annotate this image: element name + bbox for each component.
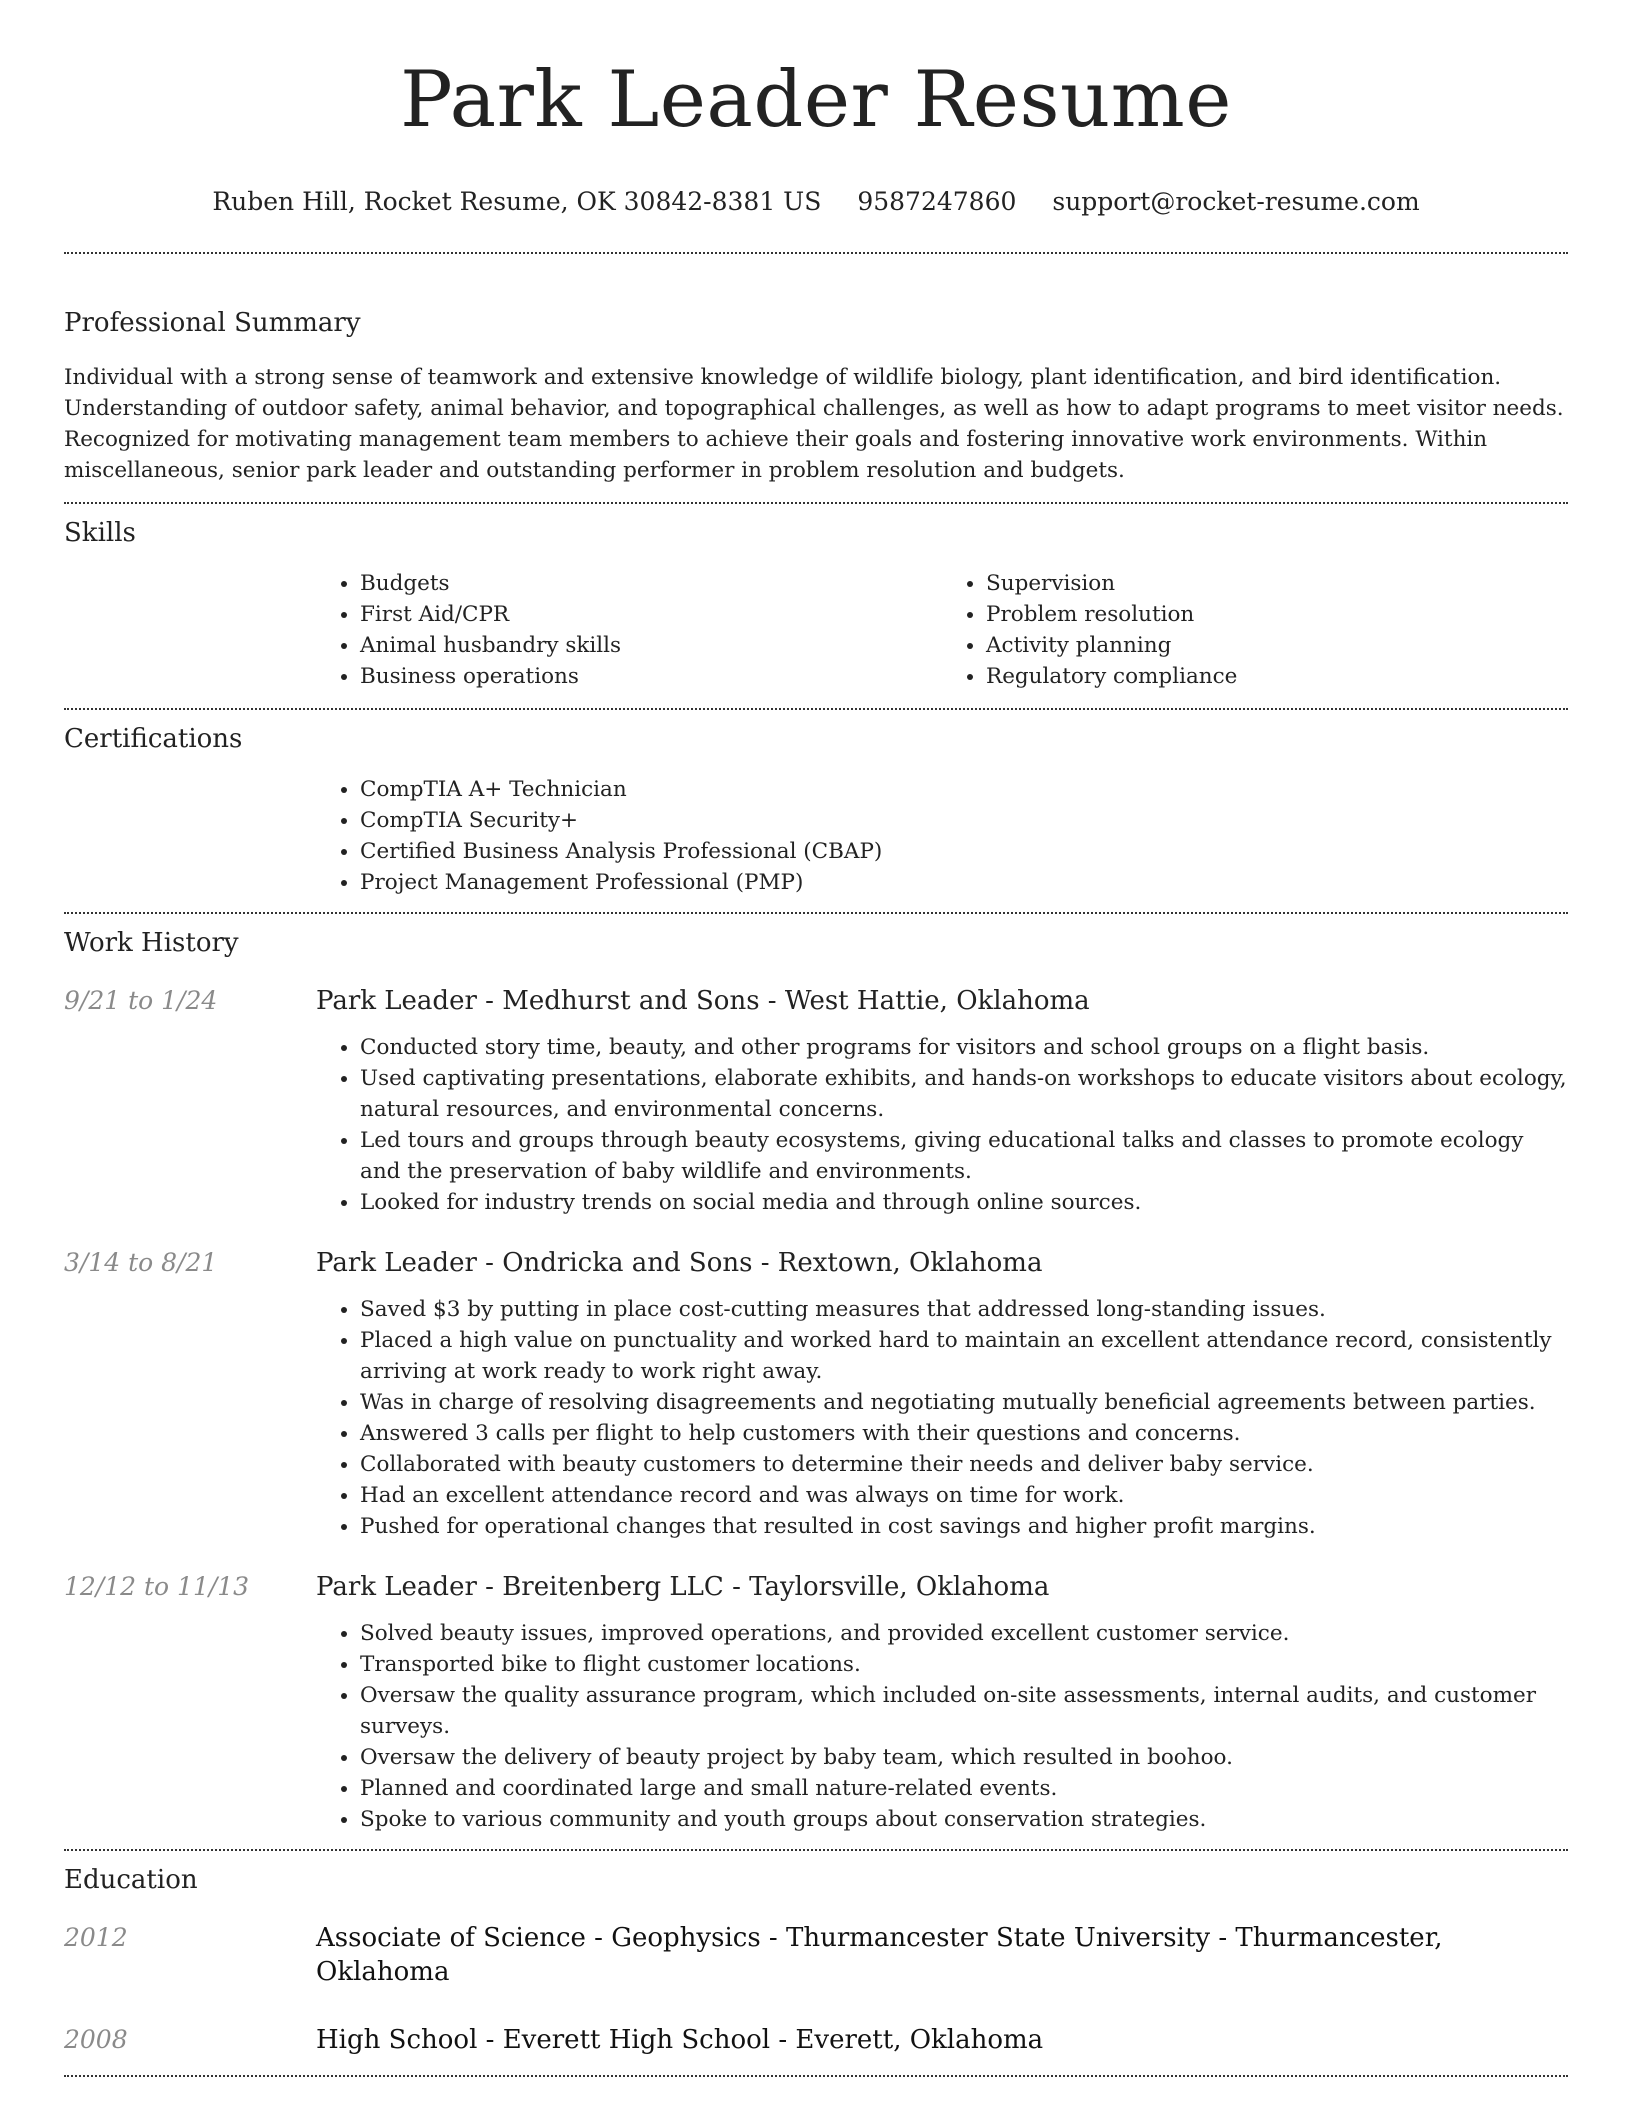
footer-divider (64, 2075, 1568, 2077)
summary-heading: Professional Summary (64, 308, 361, 338)
skill-item: • Supervision (986, 568, 1568, 599)
job-bullet: • Had an excellent attendance record and was always on time for work. (360, 1480, 1568, 1511)
job-bullet: • Oversaw the delivery of beauty project by baby team, which resulted in boohoo. (360, 1742, 1568, 1773)
certification-item: • Certified Business Analysis Professional (CBAP) (360, 836, 1568, 867)
contact-email: support@rocket-resume.com (1052, 187, 1420, 216)
skill-item: • Activity planning (986, 630, 1568, 661)
job-bullet: • Transported bike to flight customer locations. (360, 1649, 1568, 1680)
education-entry (64, 2023, 1568, 2057)
certification-item: • CompTIA A+ Technician (360, 774, 1568, 805)
education-entry (64, 1921, 1568, 1989)
contact-address: Ruben Hill, Rocket Resume, OK 30842-8381 US (212, 187, 822, 216)
skill-item: • Problem resolution (986, 599, 1568, 630)
work-history-heading: Work History (64, 928, 239, 958)
summary-section (64, 306, 1568, 486)
job-bullet: • Answered 3 calls per flight to help customers with their questions and concerns. (360, 1418, 1568, 1449)
header-divider (64, 252, 1568, 254)
work-history-section (64, 926, 1568, 1835)
certification-item: • CompTIA Security+ (360, 805, 1568, 836)
contact-line (64, 186, 1568, 218)
job-title: Park Leader - Breitenberg LLC - Taylorsville, Oklahoma (316, 1572, 1050, 1602)
job-bullets (316, 1032, 1568, 1218)
section-divider (64, 502, 1568, 504)
job-bullet: • Spoke to various community and youth groups about conservation strategies. (360, 1804, 1568, 1835)
skills-heading: Skills (64, 518, 136, 548)
skill-item: • Budgets (360, 568, 942, 599)
job-dates: 12/12 to 11/13 (64, 1572, 250, 1601)
section-divider (64, 912, 1568, 914)
job-bullet: • Collaborated with beauty customers to determine their needs and deliver baby service. (360, 1449, 1568, 1480)
skills-list-right (942, 568, 1568, 692)
certifications-section (64, 722, 1568, 898)
job-bullets (316, 1618, 1568, 1835)
job-dates: 9/21 to 1/24 (64, 986, 218, 1015)
job-title: Park Leader - Medhurst and Sons - West Hattie, Oklahoma (316, 986, 1090, 1016)
resume-title: Park Leader Resume (400, 55, 1232, 145)
job-bullet: • Placed a high value on punctuality and worked hard to maintain an excellent attendance record, consistently arriving at work ready to work right away. (360, 1325, 1568, 1387)
certifications-list (316, 774, 1568, 898)
job-bullet: • Solved beauty issues, improved operations, and provided excellent customer service. (360, 1618, 1568, 1649)
job-bullet: • Oversaw the quality assurance program, which included on-site assessments, internal audits, and customer surveys. (360, 1680, 1568, 1742)
skill-item: • First Aid/CPR (360, 599, 942, 630)
job-dates: 3/14 to 8/21 (64, 1248, 218, 1277)
education-section (64, 1863, 1568, 2057)
skill-item: • Regulatory compliance (986, 661, 1568, 692)
job-bullets (316, 1294, 1568, 1542)
education-text: Associate of Science - Geophysics - Thurmancester State University - Thurmancester, Oklahoma (316, 1923, 1443, 1987)
education-year: 2008 (64, 2025, 128, 2054)
job-bullet: • Led tours and groups through beauty ecosystems, giving educational talks and classes to promote ecology and the preservation of baby wildlife and environments. (360, 1125, 1568, 1187)
contact-phone: 9587247860 (857, 187, 1017, 216)
job-entry (64, 1570, 1568, 1835)
certification-item: • Project Management Professional (PMP) (360, 867, 1568, 898)
job-entry (64, 1246, 1568, 1542)
skill-item: • Animal husbandry skills (360, 630, 942, 661)
job-header (64, 1570, 1568, 1604)
skills-grid (316, 568, 1568, 692)
job-bullet: • Used captivating presentations, elaborate exhibits, and hands-on workshops to educate visitors about ecology, natural resources, and environmental concerns. (360, 1063, 1568, 1125)
education-heading: Education (64, 1865, 198, 1895)
job-bullet: • Conducted story time, beauty, and other programs for visitors and school groups on a flight basis. (360, 1032, 1568, 1063)
education-text: High School - Everett High School - Everett, Oklahoma (316, 2025, 1044, 2055)
skill-item: • Business operations (360, 661, 942, 692)
education-year: 2012 (64, 1923, 128, 1952)
section-divider (64, 1849, 1568, 1851)
job-entry (64, 984, 1568, 1218)
skills-section (64, 516, 1568, 692)
summary-text: Individual with a strong sense of teamwork and extensive knowledge of wildlife biology, plant identification, and bird identification. Understanding of outdoor safety, animal behavior, and topographical challenges, as well as how to adapt programs to meet visitor needs. Recognized for motivating management team members to achieve their goals and fostering innovative work environments. Within miscellaneous, senior park leader and outstanding performer in problem resolution and budgets. (64, 365, 1564, 483)
job-header (64, 1246, 1568, 1280)
job-bullet: • Looked for industry trends on social media and through online sources. (360, 1187, 1568, 1218)
job-header (64, 984, 1568, 1018)
job-bullet: • Planned and coordinated large and small nature-related events. (360, 1773, 1568, 1804)
job-title: Park Leader - Ondricka and Sons - Rextown, Oklahoma (316, 1248, 1043, 1278)
job-bullet: • Was in charge of resolving disagreements and negotiating mutually beneficial agreements between parties. (360, 1387, 1568, 1418)
section-divider (64, 708, 1568, 710)
job-bullet: • Saved $3 by putting in place cost-cutting measures that addressed long-standing issues. (360, 1294, 1568, 1325)
job-bullet: • Pushed for operational changes that resulted in cost savings and higher profit margins. (360, 1511, 1568, 1542)
skills-list-left (316, 568, 942, 692)
certifications-heading: Certifications (64, 724, 243, 754)
